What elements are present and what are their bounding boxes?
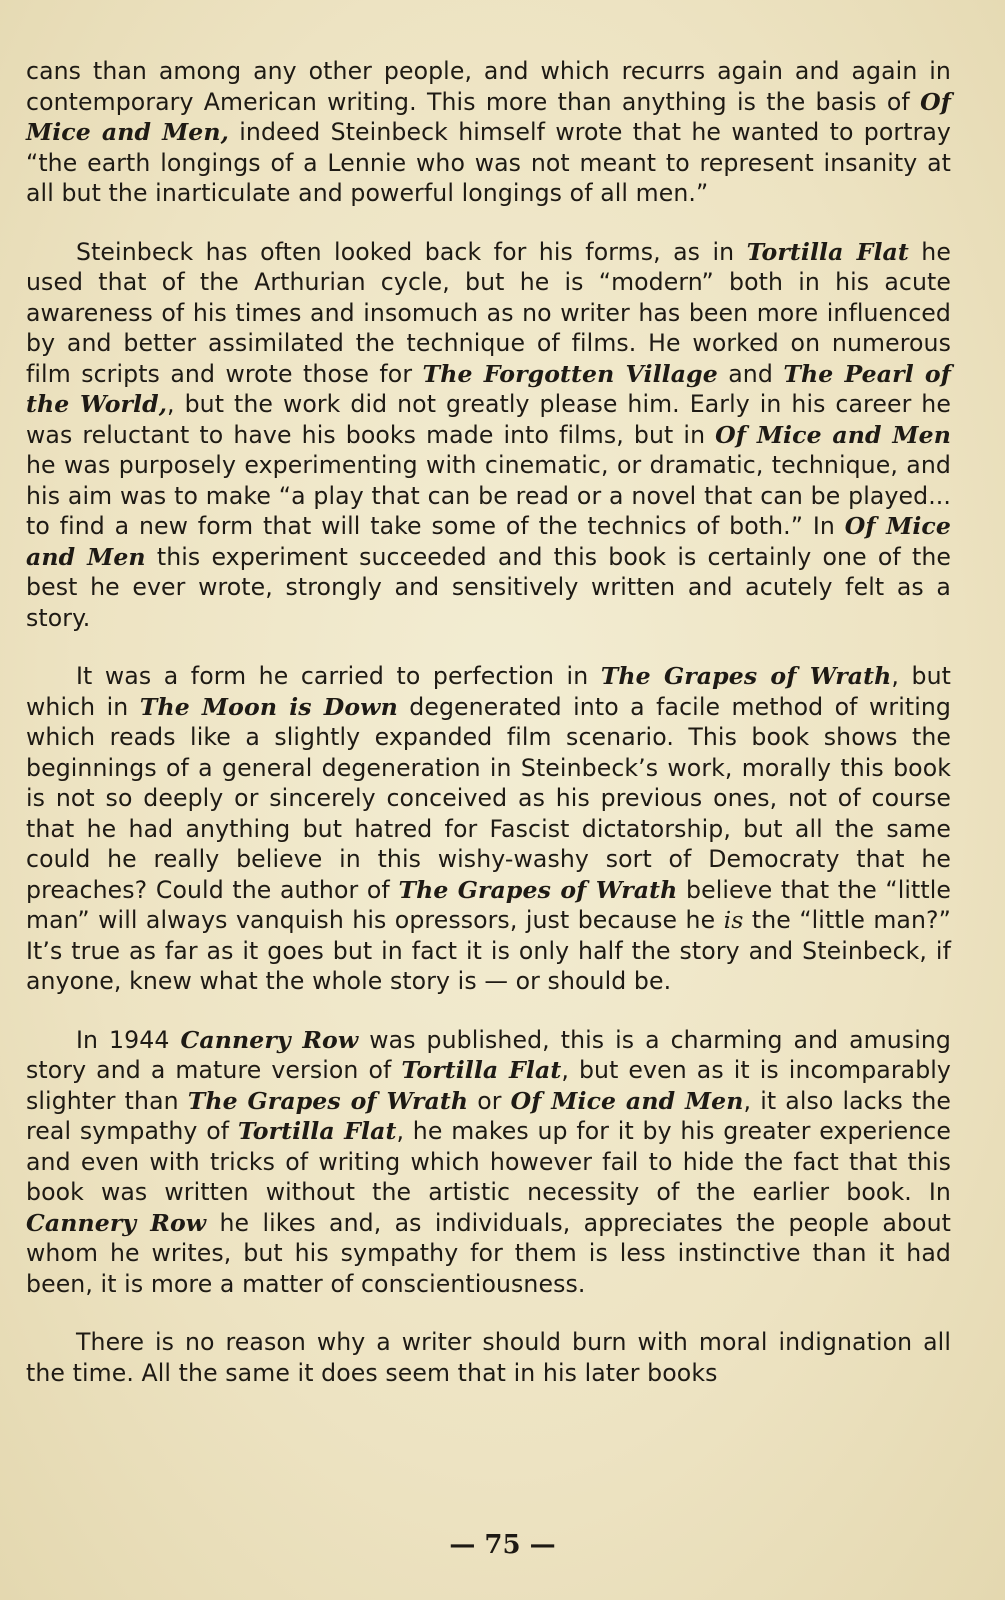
paragraph-4 <box>26 1025 951 1300</box>
text-run: was published, this is a charming and amusing story and a mature version of <box>26 1025 951 1084</box>
title-run: Tortilla Flat <box>237 1117 397 1145</box>
text-run: , but even as it is incomparably slighter than <box>26 1056 951 1115</box>
text-run: There is no reason why a writer should burn with moral indignation all the time. All the same it does seem that in his later books <box>26 1328 951 1387</box>
title-run: Of Mice and Men <box>715 420 951 449</box>
paragraph-3 <box>26 661 951 997</box>
title-run: The Pearl of the World, <box>26 359 951 418</box>
title-run: The Grapes of Wrath <box>398 875 678 904</box>
text-run: It was a form he carried to perfection in <box>76 662 601 690</box>
title-run: The Grapes of Wrath <box>187 1086 469 1115</box>
text-run: cans than among any other people, and which recurrs again and again in contemporary American writing. This more than anything is the basis of <box>26 57 951 116</box>
title-run: is <box>723 906 744 934</box>
title-run: The Moon is Down <box>139 692 398 721</box>
text-run: degenerated into a facile method of writing which reads like a slightly expanded film scenario. This book shows the beginnings of a general degeneration in Steinbeck’s work, morally this book is not so deeply or sincerely conceived as his previous ones, not of course that he had anything but hatred for Fascist dictatorship, but all the same could he really believe in this wishy-washy sort of Democraty that he preaches? Could the author of <box>26 692 951 904</box>
text-run: he was purposely experimenting with cinematic, or dramatic, technique, and his aim was to make “a play that can be read or a novel that can be played... to find a new form that will take some of the technics of both.” In <box>26 451 951 540</box>
paragraph-2 <box>26 237 951 634</box>
title-run: Cannery Row <box>180 1025 359 1054</box>
text-run: he used that of the Arthurian cycle, but he is “modern” both in his acute awareness of his times and insomuch as no writer has been more influenced by and better assimilated the technique of films. He worked on numerous film scripts and wrote those for <box>26 237 951 388</box>
title-run: Of Mice and Men, <box>26 87 951 146</box>
text-run: or <box>468 1086 511 1115</box>
page-number: — 75 — <box>449 1530 556 1560</box>
text-run: and <box>717 359 784 388</box>
paragraph-1 <box>26 56 951 209</box>
text-run: , it also lacks the real sympathy of <box>26 1086 952 1145</box>
text-run: indeed Steinbeck himself wrote that he wanted to portray “the earth longings of a Lennie who was not meant to represent insanity at all but the inarticulate and powerful longings of all men.” <box>26 118 951 207</box>
title-run: The Forgotten Village <box>422 359 718 388</box>
text-run: he likes and, as individuals, appreciates the people about whom he writes, but his sympathy for them is less instinctive than it had been, it is more a matter of conscientiousness. <box>26 1208 951 1298</box>
text-run: the “little man?” It’s true as far as it goes but in fact it is only half the story and Steinbeck, if anyone, knew what the whole story is — or should be. <box>26 906 951 995</box>
text-run: Steinbeck has often looked back for his forms, as in <box>76 237 747 266</box>
text-run: In 1944 <box>76 1025 181 1054</box>
title-run: Tortilla Flat <box>401 1056 562 1084</box>
text-run: believe that the “little man” will always vanquish his opressors, just because he <box>26 875 952 934</box>
title-run: Of Mice and Men <box>26 512 952 571</box>
text-run: , but the work did not greatly please him. Early in his career he was reluctant to have his books made into films, but in <box>26 390 951 449</box>
text-run: , he makes up for it by his greater experience and even with tricks of writing which however fail to hide the fact that this book was written without the artistic necessity of the earlier book. In <box>26 1117 951 1206</box>
body-text <box>26 56 951 1416</box>
title-run: Cannery Row <box>26 1208 207 1237</box>
text-run: this experiment succeeded and this book is certainly one of the best he ever wrote, strongly and sensitively written and acutely felt as a story. <box>26 542 951 632</box>
text-run: , but which in <box>26 662 951 721</box>
title-run: Of Mice and Men <box>510 1086 744 1115</box>
title-run: The Grapes of Wrath <box>600 662 892 690</box>
title-run: Tortilla Flat <box>746 237 909 266</box>
paragraph-5 <box>26 1327 951 1388</box>
